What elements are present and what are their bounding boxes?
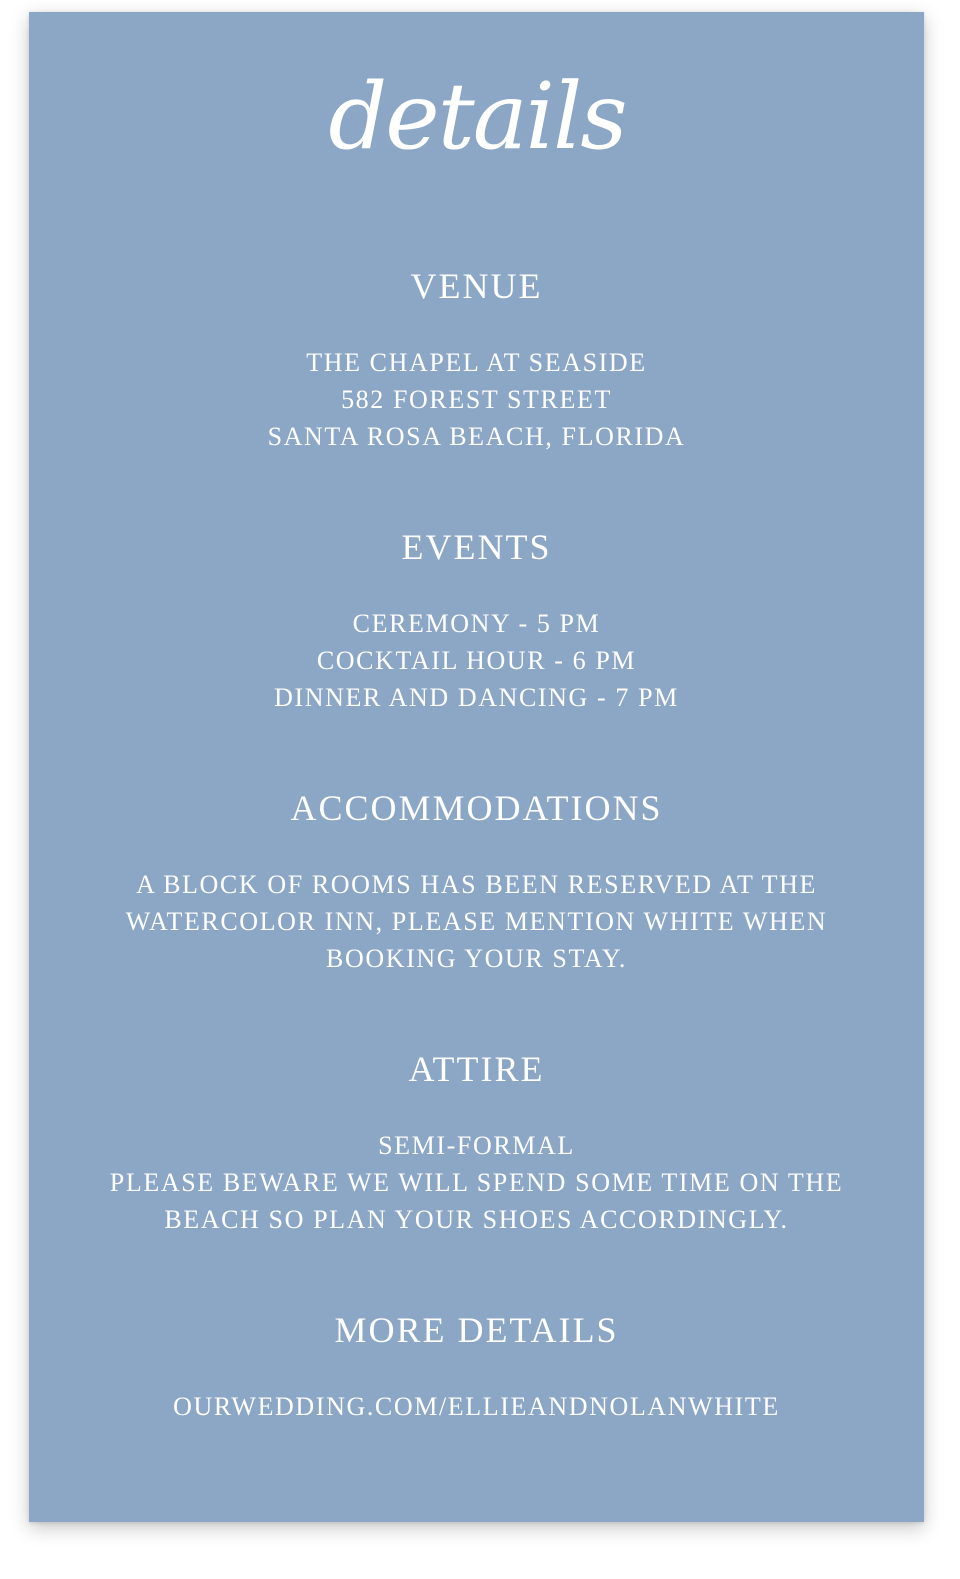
accommodations-section: [29, 788, 924, 977]
attire-line: SEMI-FORMAL: [378, 1131, 575, 1160]
venue-heading: VENUE: [410, 266, 543, 306]
event-line: DINNER AND DANCING - 7 PM: [274, 683, 679, 712]
details-card: [29, 12, 924, 1522]
event-line: CEREMONY - 5 PM: [352, 609, 601, 638]
attire-line: BEACH SO PLAN YOUR SHOES ACCORDINGLY.: [164, 1205, 789, 1234]
script-title-svg: [327, 48, 626, 178]
venue-line: SANTA ROSA BEACH, FLORIDA: [267, 422, 686, 451]
attire-line: PLEASE BEWARE WE WILL SPEND SOME TIME ON THE: [109, 1168, 844, 1197]
card-title: [29, 48, 924, 188]
card-title-text: details: [327, 63, 626, 170]
event-line: COCKTAIL HOUR - 6 PM: [316, 646, 637, 675]
accommodations-heading: ACCOMMODATIONS: [290, 788, 663, 828]
attire-heading: ATTIRE: [408, 1049, 545, 1089]
wedding-website-link[interactable]: OURWEDDING.COM/ELLIEANDNOLANWHITE: [173, 1392, 780, 1421]
accommodations-line: WATERCOLOR INN, PLEASE MENTION WHITE WHEN: [125, 907, 828, 936]
venue-line: THE CHAPEL AT SEASIDE: [306, 348, 647, 377]
attire-section: [29, 1049, 924, 1238]
venue-details: [29, 344, 924, 455]
attire-details: [29, 1127, 924, 1238]
events-details: [29, 605, 924, 716]
more-details-heading: MORE DETAILS: [334, 1310, 619, 1350]
events-heading: EVENTS: [401, 527, 552, 567]
venue-line: 582 FOREST STREET: [341, 385, 612, 414]
events-section: [29, 527, 924, 716]
venue-section: [29, 266, 924, 455]
accommodations-details: [29, 866, 924, 977]
accommodations-line: A BLOCK OF ROOMS HAS BEEN RESERVED AT THE: [136, 870, 817, 899]
more-details-body: [29, 1388, 924, 1425]
more-details-section: [29, 1310, 924, 1425]
accommodations-line: BOOKING YOUR STAY.: [326, 944, 627, 973]
